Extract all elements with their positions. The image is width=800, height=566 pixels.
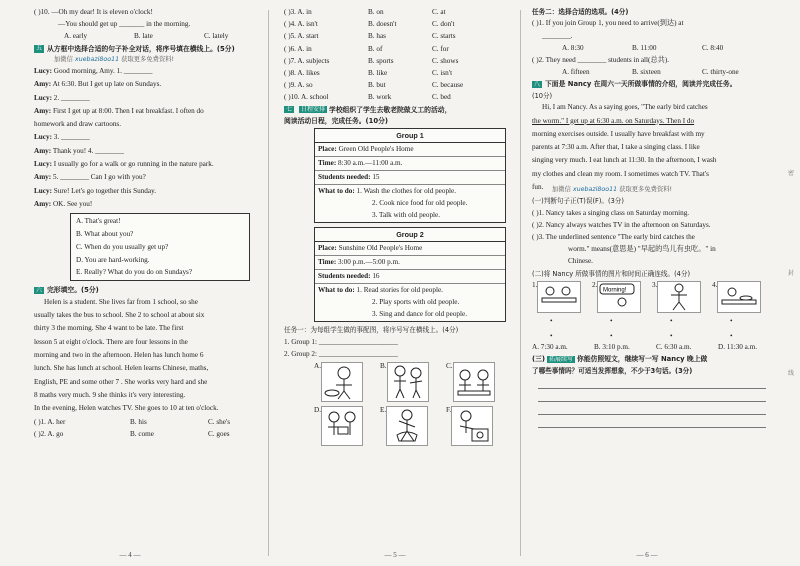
cloze-q2: ( )2. A. go B. come C. goes [34, 429, 230, 438]
section-badge: 七 [286, 105, 293, 113]
group-2-schedule: Group 2 Place: Sunshine Old People's Home Time: 3:00 p.m.—5:00 p.m. Students needed: 16 What to do: 1. Read stories for old people. 2. Play sports with old people. 3. Sing and dance for old people. [314, 227, 506, 322]
match-picture-3: 3. [652, 281, 712, 313]
page-number: — 6 — [636, 551, 658, 560]
section-badge: 八 [534, 80, 541, 88]
match-dots: • • • • [550, 316, 733, 325]
box-option: B. What about you? [76, 229, 134, 238]
picture-row-2 [314, 406, 514, 446]
reading-picture-icon [321, 406, 363, 446]
section-title-line2: 阅读活动日程，完成任务。(10分) [284, 116, 389, 125]
dialogue-line: Amy: 5. ________ Can I go with you? [34, 173, 146, 182]
section-title: 从方框中选择合适的句子补全对话，将序号填在横线上。(5分) [47, 44, 235, 53]
dialogue-line: Amy: OK. See you! [34, 199, 93, 208]
section-8-heading: 八 下面是 Nancy 在周六一天所做事情的介绍，阅读并完成任务。 [534, 80, 737, 89]
option-a[interactable]: A. early [64, 32, 88, 41]
option-c[interactable]: C. lately [204, 32, 229, 41]
cloze-passage: Helen is a student. She lives far from 1 school, so she usually takes the bus to school. She 2 to school at about six thirty 3 the morning. She 4 want to be late. The first lesson 5 at eight o'clock. There are four lessons in the morning and two in the afternoon. Helen has lunch home 6 lunch. She has lunch at school. Helen learns Chinese, maths, English, PE and some other 7 . She works very hard and she 8 maths very much. 9 she thinks it's very interesting. In the evening, Helen watches TV. She goes to 10 at ten o'clock. [34, 297, 219, 413]
section-score: (10分) [532, 91, 553, 100]
watermark-note: 加微信 xuebazi8oo11 获取更多免费资料! [552, 186, 673, 194]
cloze-options-list: ( )3. A. in B. on C. at ( )4. A. isn't B. doesn't C. don't ( )5. A. start B. has C. starts ( )6. A. in B. of C. for ( )7. A. subjects B. sports C. shows ( )8. A. likes B. like C. isn't ( )9. A. so B. but C. because ( )10. A. school B. work C. bed [284, 8, 464, 102]
section-title: 完形填空。(5分) [47, 286, 99, 295]
writing-instruction-line2: 了哪些事情吗？可适当发挥想象，不少于3句话。(3分) [532, 366, 693, 375]
task-2-q1-options: A. 8:30 B. 11:00 C. 8:40 [562, 43, 724, 52]
match-picture-4: 4. [712, 281, 772, 313]
task-1-instruction: 任务一：为每组学生做的事配图，将序号写在横线上。(4分) [284, 326, 459, 335]
washing-clothes-picture-icon [451, 406, 493, 446]
question-10-line2: —You should get up _______ in the morning. [58, 20, 191, 29]
section-badge: 五 [36, 45, 43, 53]
picture-e: E. [380, 406, 446, 446]
dialogue-line: Lucy: Sure! Let's go together this Sunday. [34, 186, 157, 195]
dialogue-line: homework and draw cartoons. [34, 120, 122, 129]
group-title: Group 2 [315, 228, 505, 242]
exercise-picture-icon [657, 281, 701, 313]
group-title: Group 1 [315, 129, 505, 143]
page-divider [268, 10, 269, 556]
picture-row-1 [314, 362, 514, 402]
task-2-q1: ( )1. If you join Group 1, you need to arrive(到达) at [532, 19, 684, 28]
talking-picture-icon [453, 362, 495, 402]
page-number: — 5 — [384, 551, 406, 560]
dialogue-line: Lucy: Good morning, Amy. 1. ________ [34, 66, 153, 75]
dialogue-line: Amy: Thank you! 4. ________ [34, 146, 124, 155]
breakfast-picture-icon [537, 281, 581, 313]
page-divider [520, 10, 521, 556]
box-option: D. You are hard-working. [76, 255, 150, 264]
match-picture-1: 1. [532, 281, 592, 313]
morning-picture-icon [597, 281, 641, 313]
picture-b: B. [380, 362, 446, 402]
page-4 [0, 0, 268, 566]
cloze-q1: ( )1. A. her B. his C. she's [34, 417, 231, 426]
section-5-heading [34, 45, 262, 53]
svg-text:Morning!: Morning! [603, 287, 627, 294]
question-10: ( )10. —Oh my dear! It is eleven o'clock! [34, 8, 153, 16]
task-2-q2: ( )2. They need ________ students in all(总共). [532, 55, 670, 64]
picture-c: C. [446, 362, 512, 402]
options-box [70, 213, 250, 281]
true-false-title: (一)判断句子正(T)误(F)。(3分) [532, 197, 624, 206]
tf-item: ( )3. The underlined sentence "The early bird catches the [532, 233, 695, 241]
seal-line-char: 封 [787, 270, 794, 277]
tf-item: ( )2. Nancy always watches TV in the afternoon on Saturdays. [532, 220, 711, 229]
dialogue-line: Lucy: 2. ________ [34, 93, 90, 102]
dialogue-line: Amy: At 6:30. But I get up late on Sundays. [34, 80, 162, 89]
task-2-instruction: 任务二：选择合适的选项。(4分) [532, 8, 629, 16]
matching-title: (二)将 Nancy 所做事情的图片和时间正确连线。(4分) [532, 269, 691, 278]
question-10-options [34, 32, 262, 41]
cooking-picture-icon [321, 362, 363, 402]
box-option: C. When do you usually get up? [76, 242, 169, 251]
task-1-group-1[interactable]: 1. Group 1: ______________________ [284, 337, 398, 346]
picture-d: D. [314, 406, 380, 446]
seal-line-char: 线 [787, 370, 794, 377]
section-tag: 日程安排 [301, 105, 326, 113]
watermark-note: 加微信 xuebazi8oo11 获取更多免费资料! [54, 56, 175, 64]
match-dots-bottom: • • • • [550, 331, 733, 340]
section-7-heading: 七 日程安排 学校组织了学生去敬老院做义工的活动， [286, 105, 452, 114]
task-2-q2-options: A. fifteen B. sixteen C. thirty-one [562, 68, 739, 77]
reading-passage: Hi, I am Nancy. As a saying goes, "The early bird catches the worm." I get up at 6:30 a.m. on Saturdays. Then I do morning exercises outside. I usually have breakfast with my parents at 7:30 a.m. After that, I take a singing class. I like singing very much. I eat lunch at 11:30. In the afternoon, I wash my clothes and clean my room. I sometimes watch TV. That's fun. [532, 103, 717, 192]
page-number: — 4 — [119, 551, 141, 560]
box-option: A. That's great! [76, 217, 121, 226]
singing-dancing-picture-icon [386, 406, 428, 446]
match-picture-2: 2. Morning! [592, 281, 652, 313]
section-tag: 拓展续写 [549, 355, 574, 363]
box-option: E. Really? What do you do on Sundays? [76, 268, 193, 277]
tf-item: ( )1. Nancy takes a singing class on Saturday morning. [532, 208, 690, 217]
seal-line-char: 密 [787, 170, 794, 177]
match-times: A. 7:30 a.m. B. 3:10 p.m. C. 6:30 a.m. D. 11:30 a.m. [532, 342, 758, 351]
picture-a: A. [314, 362, 380, 402]
option-b[interactable]: B. late [134, 32, 153, 41]
matching-pictures [532, 281, 772, 313]
group-1-schedule: Group 1 Place: Green Old People's Home Time: 8:30 a.m.—11:00 a.m. Students needed: 15 What to do: 1. Wash the clothes for old people. 2. Cook nice food for old people. 3. Talk with old people. [314, 128, 506, 223]
lunch-picture-icon [717, 281, 761, 313]
dialogue-line: Lucy: I usually go for a walk or go running in the nature park. [34, 159, 214, 168]
task-1-group-2[interactable]: 2. Group 2: ______________________ [284, 350, 398, 359]
page-5 [270, 0, 520, 566]
section-badge: 六 [36, 286, 43, 294]
writing-area[interactable] [532, 378, 772, 428]
section-6-heading [34, 286, 262, 294]
page-6: 任务二：选择合适的选项。(4分) ( )1. If you join Group 1, you need to arrive(到达) at ________. A. 8:30 B. 11:00 C. 8:40 ( )2. They need ________ students in all(总共). A. fifteen B. sixteen C. thirty-one 八 下面是 Nancy 在周六一天所做事情的介绍，阅读并完成任务。 (10分) Hi, I am Nancy. As a saying goes, "The early bird catches the worm." I get up at 6:30 a.m. on Saturdays. Then I do morning exercises outside. I usually have breakfast with my parents at 7:30 a.m. After that, I take a singing class. I like singing very much. I eat lunch at 11:30. In the afternoon, I wash my clothes and clean my room. I sometimes watch TV. That's fun. 加微信 xuebazi8oo11 获取更多免费资料! (一)判断句子正(T)误(F)。(3分) ( )1. Nancy takes a singing class on Saturday morning. ( )2. Nancy always watches TV in the afternoon on Saturdays. ( )3. The underlined sentence "The early bird catches the worm." means(意思是) "早起的鸟儿有虫吃。" in Chinese. (二)将 Nancy 所做事情的图片和时间正确连线。(4分) 1. 2. Morning! 3. 4. • • • • • • • • A. 7:30 a.m. B. 3:10 p.m. C. 6:30 a.m. D. 11:30 a.m. (三) 拓展续写 你能仿照短文，继续写一写 Nancy 晚上做 了哪些事情吗？可适当发挥想象，不少于3句话。(3分) — 6 — [522, 0, 800, 566]
task-2-q1-blank[interactable]: ________. [542, 31, 573, 40]
writing-heading: (三) 拓展续写 你能仿照短文，继续写一写 Nancy 晚上做 [532, 355, 708, 364]
picture-f: F. [446, 406, 512, 446]
playing-sports-picture-icon [387, 362, 429, 402]
dialogue-line: Amy: First I get up at 8:00. Then I eat breakfast. I often do [34, 106, 204, 115]
dialogue-line: Lucy: 3. ________ [34, 133, 90, 142]
